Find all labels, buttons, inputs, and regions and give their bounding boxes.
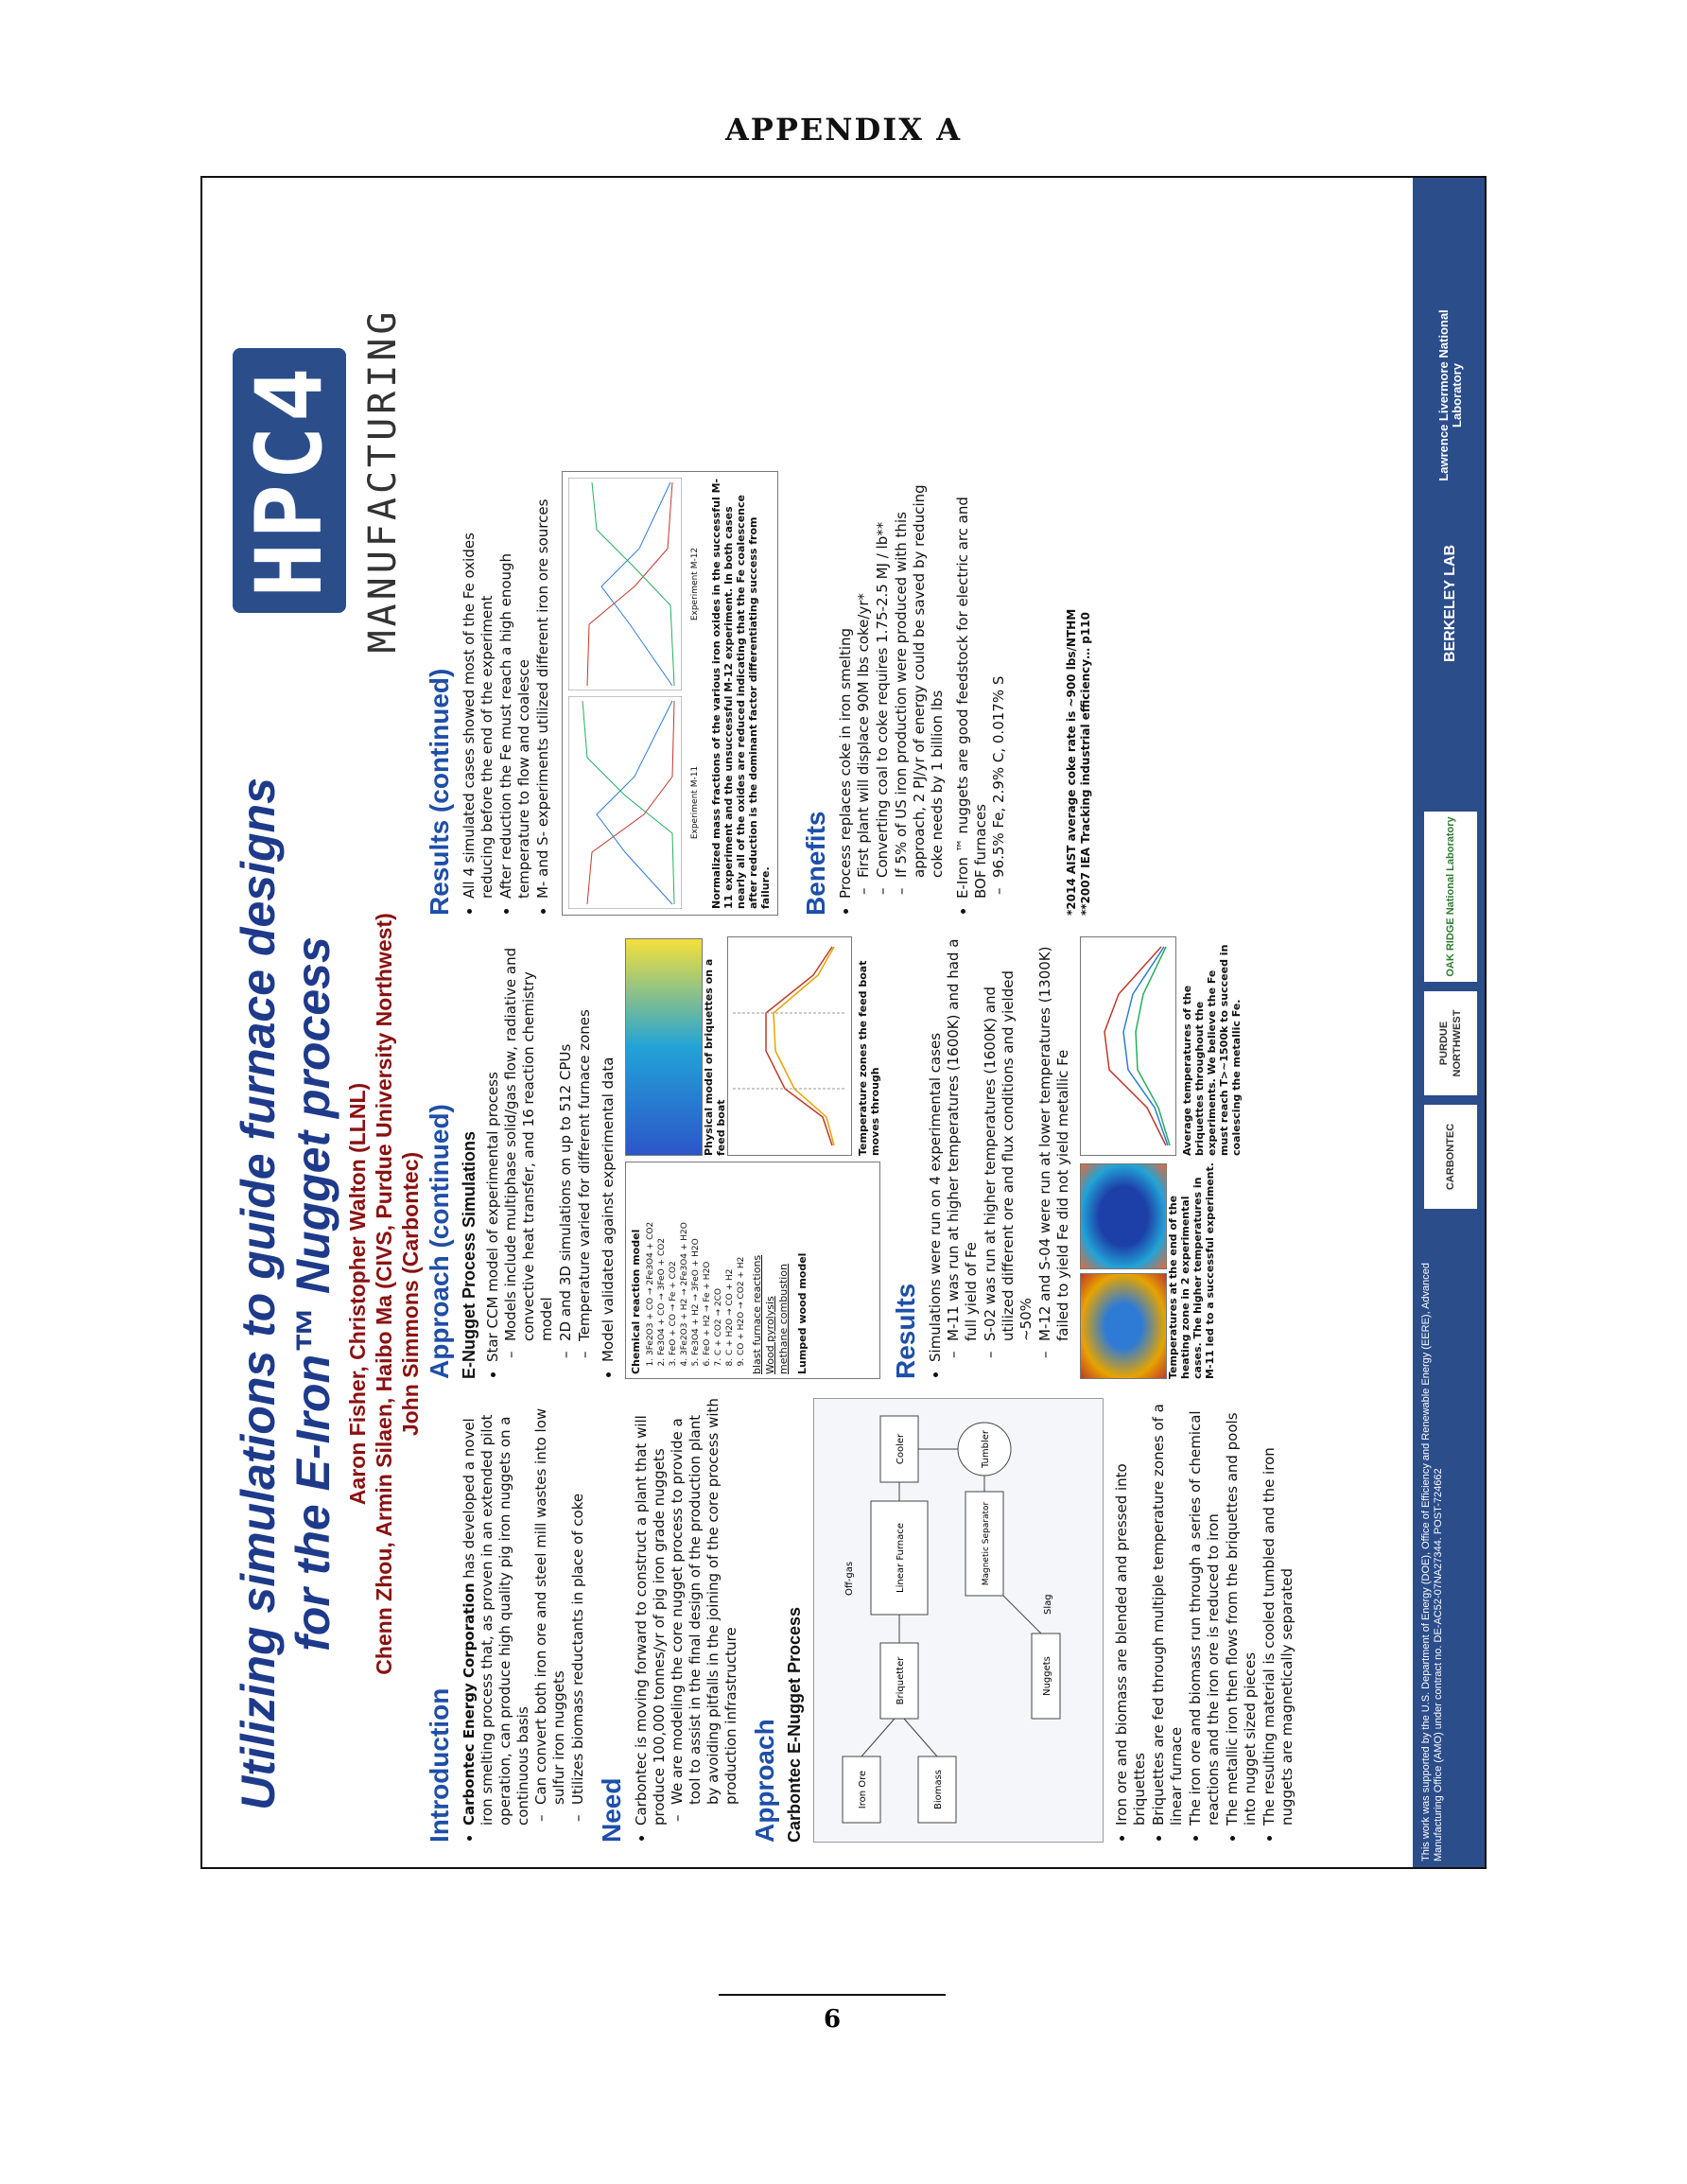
heating-zone-figure [1080,1162,1243,1379]
list-item: • The resulting material is cooled tumbled and the iron nuggets are magnetically separated [1261,1398,1296,1826]
diagram-label: Cooler [896,1433,906,1465]
authors-line-3: John Simmons (Carbontec) [398,1151,423,1437]
results-continued-list [461,471,552,916]
list-item: – M-12 and S-04 were run at lower temperatures (1300K) failed to yield Fe did not yield metallic Fe [1036,935,1072,1341]
reaction-item: 5. Fe3O4 + H2 → 3FeO + H2O [691,1166,702,1355]
results-list [927,935,1072,1379]
poster-footer [1413,178,1487,1869]
author-list [344,736,424,1852]
list-item: – Temperature varied for different furnace zones [576,935,594,1341]
mass-fraction-figure [562,471,778,916]
diagram-label: Nuggets [1042,1656,1052,1696]
m12-heatmap [1080,1163,1167,1269]
mass-fraction-caption: Normalized mass fractions of the various iron oxides in the successful M-11 experiment and the unsuccessful M-12 experiment. In both cases nearly all of the oxides are reduced indicating that the Fe coalescence after reduction is the dominant factor differentiating success from failure. [710,478,772,909]
sim-text: Star CCM model of experimental process [484,1072,501,1362]
list-item: • All 4 simulated cases showed most of the Fe oxides reducing before the end of the experiment [461,471,496,899]
column-2 [415,935,1243,1379]
reaction-item: 7. C + CO2 → 2CO [714,1166,724,1355]
lumped-wood-label: Lumped wood model [796,1252,809,1374]
reaction-groups [751,1166,791,1374]
list-item: – M-11 was run at higher temperatures (1600K) and had a full yield of Fe [945,935,981,1341]
m11-heatmap [1080,1273,1167,1379]
diagram-label: Briquetter [896,1656,906,1705]
reaction-item: 3. FeO + CO → Fe + CO2 [669,1166,679,1355]
list-item: – 2D and 3D simulations on up to 512 CPUs [557,935,575,1341]
physical-model-figures [625,938,881,1156]
list-item [954,471,1008,899]
reaction-item: 8. C + H2O → CO + H2 [725,1166,736,1355]
reaction-item: 2. Fe3O4 + CO → 3FeO + CO2 [657,1166,668,1355]
list-item: – If 5% of US iron production were produced with this approach, 2 PJ/yr of energy could be saved by reducing coke needs by 1 billion lbs [893,471,947,878]
list-item [461,1398,587,1826]
list-item: • M- and S- experiments utilized different iron ore sources [534,471,552,899]
berkeley-lab-logo: BERKELEY LAB [1442,544,1458,663]
m11-plot-label: Experiment M-11 [690,765,700,840]
hpc4-logo: HPC4 [233,348,346,613]
funding-statement: This work was supported by the U.S. Department of Energy (DOE), Office of Efficiency and Renewable Energy (EERE), Advanced Manufacturing Office (AMO) under contract no. DE-AC52-07NA27344. POST-724662 [1420,1263,1444,1861]
column-3 [415,471,1093,916]
approach-continued-heading: Approach (continued) [425,1104,454,1379]
results-text: Simulations were run on 4 experimental cases [927,1032,944,1362]
diagram-label: Iron Ore [858,1770,868,1809]
poster [202,178,1487,1869]
benefits-text: Process replaces coke in iron smelting [837,627,854,899]
mass-fraction-plots [568,478,704,909]
diagram-label: Off-gas [844,1561,855,1596]
zones-caption: Temperature zones the feed boat moves through [857,960,881,1156]
reaction-group-link: Wood pyrolysis [764,1296,776,1374]
benefit-footnotes [1065,471,1093,916]
benefits-text: E-Iron ™ nuggets are good feedstock for electric arc and BOF furnaces [954,497,989,899]
benefits-heading: Benefits [801,811,830,916]
list-item: – We are modeling the core nugget process to provide a tool to assist in the final design of the production plant by avoiding pitfalls in the joining of the core process with production infrastructure [669,1398,740,1805]
physical-model-caption: Physical model of briquettes on a feed boat [703,958,727,1156]
briquette-model-image [625,938,703,1156]
ornl-logo: OAK RIDGE National Laboratory [1424,812,1477,982]
appendix-heading: APPENDIX A [724,112,963,148]
list-item: – Utilizes biomass reductants in place of coke [569,1398,587,1805]
reaction-group-link: blast furnace reactions [751,1254,763,1374]
introduction-heading: Introduction [425,1687,454,1843]
manufacturing-wordmark: MANUFACTURING [361,307,405,654]
title-line-1: Utilizing simulations to guide furnace designs [232,778,285,1810]
list-item [837,471,947,899]
heatmap-pair [1080,1162,1167,1379]
list-item: – First plant will displace 90M lbs coke/yr* [855,471,873,878]
benefits-list [837,471,1008,916]
list-item [633,1398,740,1826]
diagram-label: Tumbler [981,1429,991,1469]
diagram-label: Linear Furnace [896,1523,906,1593]
need-heading: Need [597,1777,626,1843]
list-item: • The iron ore and biomass run through a series of chemical reactions and the iron ore is reduced to iron [1187,1398,1223,1826]
list-item: – S-02 was run at higher temperatures (1600K) and utilized different ore and flux conditions and yielded ~50% [982,935,1035,1341]
introduction-list [461,1398,587,1843]
model-figures [625,935,881,1379]
m12-plot-wrapper [568,478,704,690]
page-number-rule [719,1994,946,1996]
authors-line-2: Chenn Zhou, Armin Silaen, Haibo Ma (CIVS, Purdue University Northwest) [372,913,396,1675]
intro-text: has developed a novel iron smelting process that, as proven in an extended pilot operation, can produce high quality pig iron nuggets on a continuous basis [461,1414,531,1826]
m12-plot-label: Experiment M-12 [690,547,700,621]
zone-temperature-plot [727,936,852,1156]
authors-line-1: Aaron Fisher, Christopher Walton (LLNL) [345,1082,370,1506]
reaction-item: 4. 3Fe2O3 + H2 → 2Fe3O4 + H2O [680,1166,690,1355]
reaction-group-link: methane combustion [777,1264,790,1374]
list-item: • Iron ore and biomass are blended and pressed into briquettes [1113,1398,1149,1826]
reaction-item: 6. FeO + H2 → Fe + H2O [703,1166,713,1355]
chemical-reaction-table [625,1162,880,1379]
results-heading: Results [891,1283,920,1379]
list-item: • After reduction the Fe must reach a high enough temperature to flow and coalesce [497,471,533,899]
m11-mass-fraction-plot [568,696,682,909]
results-continued-heading: Results (continued) [425,668,454,916]
poster-frame [200,176,1487,1869]
list-item: • The metallic iron then flows from the briquettes and pools into nugget sized pieces [1224,1398,1260,1826]
m11-plot-wrapper [568,696,704,909]
diagram-label: Slag [1043,1594,1053,1615]
m12-mass-fraction-plot [568,478,682,690]
average-temperature-plot [1080,936,1176,1156]
simulation-list [484,935,617,1379]
list-item [484,935,594,1362]
list-item [927,935,1072,1362]
process-flow-diagram [813,1398,1104,1843]
company-name: Carbontec Energy Corporation [461,1582,478,1826]
average-temperature-figure [1080,938,1243,1156]
reaction-item: 1. 3Fe2O3 + CO → 2Fe3O4 + CO2 [646,1166,656,1355]
list-item: – Models include multiphase solid/gas flow, radiative and convective heat transfer, and 16 reaction chemistry model [502,935,556,1341]
purdue-logo: PURDUE NORTHWEST [1424,991,1477,1095]
title-line-2: for the E-Iron™ Nugget process [287,936,339,1651]
diagram-label: Biomass [933,1769,944,1810]
footnote-2: **2007 IEA Tracking industrial efficiency… p110 [1079,612,1092,916]
list-item: • Briquettes are fed through multiple temperature zones of a linear furnace [1150,1398,1186,1826]
approach-list [1113,1398,1296,1843]
approach-heading: Approach [750,1719,779,1843]
chem-title: Chemical reaction model [630,1229,642,1374]
list-item: – 96.5% Fe, 2.9% C, 0.017% S [990,471,1008,878]
list-item: • Model validated against experimental data [600,935,617,1362]
poster-title [231,736,340,1852]
list-item: – Can convert both iron ore and steel mill wastes into low sulfur iron nuggets [532,1398,568,1805]
need-text: Carbontec is moving forward to construct a plant that will produce 100,000 tonnes/yr of pig iron grade nuggets [633,1415,668,1826]
process-flow-svg [814,1399,1098,1842]
footnote-1: *2014 AIST average coke rate is ~900 lbs/NTHM [1065,608,1078,916]
heating-zone-caption: Temperatures at the end of the heating zone in 2 experimental cases. The higher temperatures in M-11 led to a successful experiment. [1167,1162,1216,1379]
carbontec-logo: CARBONTEC [1424,1105,1477,1209]
simulations-subheading: E-Nugget Process Simulations [460,1130,478,1379]
need-list [633,1398,740,1843]
reaction-item: 9. CO + H2O → CO2 + H2 [737,1166,747,1355]
reaction-list [646,1166,747,1374]
process-subheading: Carbontec E-Nugget Process [785,1606,804,1843]
column-1 [415,1398,1297,1843]
llnl-logo: Lawrence Livermore National Laboratory [1436,309,1464,481]
diagram-label: Magnetic Separator [982,1501,991,1586]
average-temperature-caption: Average temperatures of the briquettes throughout the experiments. We believe the Fe must reach T>~1500k to succeed in coalescing the metallic Fe. [1181,944,1243,1156]
list-item: – Converting coal to coke requires 1.75-2.5 MJ / lb** [874,471,892,878]
results-figures [1080,935,1243,1379]
page-number: 6 [823,2005,842,2034]
